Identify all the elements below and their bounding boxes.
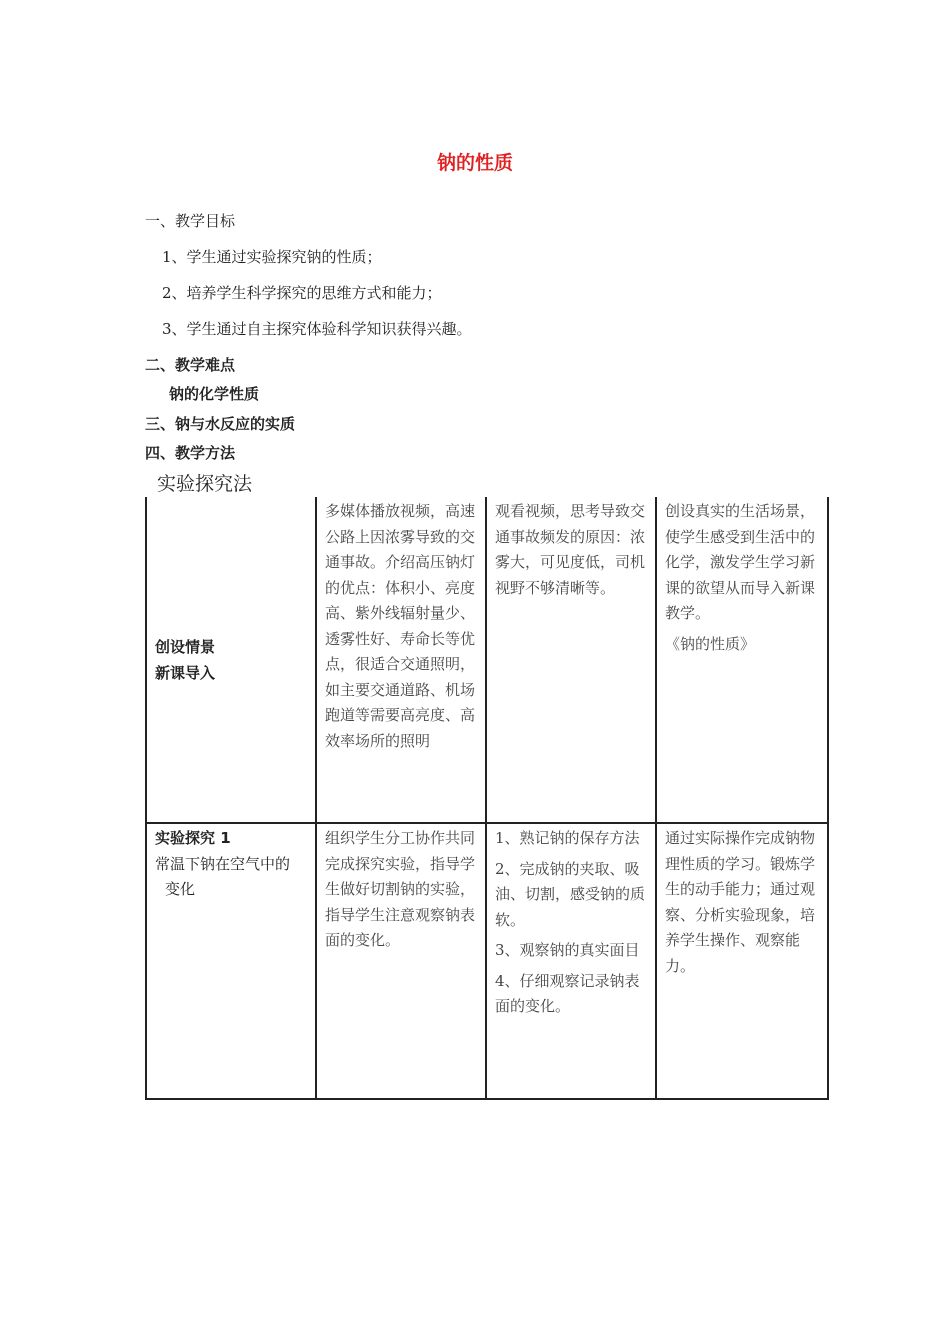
table-row	[146, 497, 828, 823]
stage-line-2: 新课导入	[155, 663, 216, 682]
teacher-cell	[316, 497, 486, 823]
method-heading: 四、教学方法	[145, 444, 236, 462]
teacher-cell	[316, 823, 486, 1099]
stage-subtitle-2: 变化	[165, 880, 196, 898]
student-step-1: 1、熟记钠的保存方法	[495, 829, 640, 847]
goal-item-1: 1、学生通过实验探究钠的性质；	[162, 248, 382, 266]
table-row	[146, 823, 828, 1099]
student-activity: 观看视频，思考导致交通事故频发的原因：浓雾大，可见度低，司机视野不够清晰等。	[495, 502, 646, 597]
stage-title: 实验探究 1	[155, 829, 231, 847]
intent-note: 《钠的性质》	[665, 634, 756, 653]
stage-cell	[146, 497, 316, 823]
goal-item-2: 2、培养学生科学探究的思维方式和能力；	[162, 284, 442, 302]
design-intent: 创设真实的生活场景，使学生感受到生活中的化学，激发学生学习新课的欲望从而导入新课教学。	[665, 502, 816, 622]
stage-subtitle-1: 常温下钠在空气中的	[155, 854, 291, 873]
teacher-activity: 组织学生分工协作共同完成探究实验，指导学生做好切割钠的实验，指导学生注意观察钠表面的变化。	[325, 829, 476, 949]
page-title: 钠的性质	[436, 152, 513, 174]
student-step-4: 4、仔细观察记录钠表面的变化。	[495, 971, 640, 1015]
stage-line-1: 创设情景	[155, 638, 216, 656]
difficulty-text: 钠的化学性质	[169, 385, 260, 403]
goals-heading: 一、教学目标	[145, 212, 236, 230]
student-step-2: 2、完成钠的夹取、吸油、切割，感受钠的质软。	[495, 859, 646, 929]
intent-cell	[656, 497, 828, 823]
difficulty-heading: 二、教学难点	[145, 356, 236, 374]
student-cell	[486, 497, 656, 823]
stage-cell	[146, 823, 316, 1099]
teacher-activity: 多媒体播放视频，高速公路上因浓雾导致的交通事故。介绍高压钠灯的优点：体积小、亮度高、紫外线辐射量少、透雾性好、寿命长等优点，很适合交通照明，如主要交通道路、机场跑道等需要高亮度、高效率场所的照明	[325, 502, 476, 750]
lesson-table	[145, 497, 829, 1100]
student-cell	[486, 823, 656, 1099]
essence-heading: 三、钠与水反应的实质	[145, 415, 296, 433]
student-step-3: 3、观察钠的真实面目	[495, 941, 640, 959]
goal-item-3: 3、学生通过自主探究体验科学知识获得兴趣。	[162, 320, 472, 338]
intent-cell	[656, 823, 828, 1099]
design-intent: 通过实际操作完成钠物理性质的学习。锻炼学生的动手能力；通过观察、分析实验现象，培养学生操作、观察能力。	[665, 829, 816, 975]
method-text: 实验探究法	[157, 473, 253, 495]
